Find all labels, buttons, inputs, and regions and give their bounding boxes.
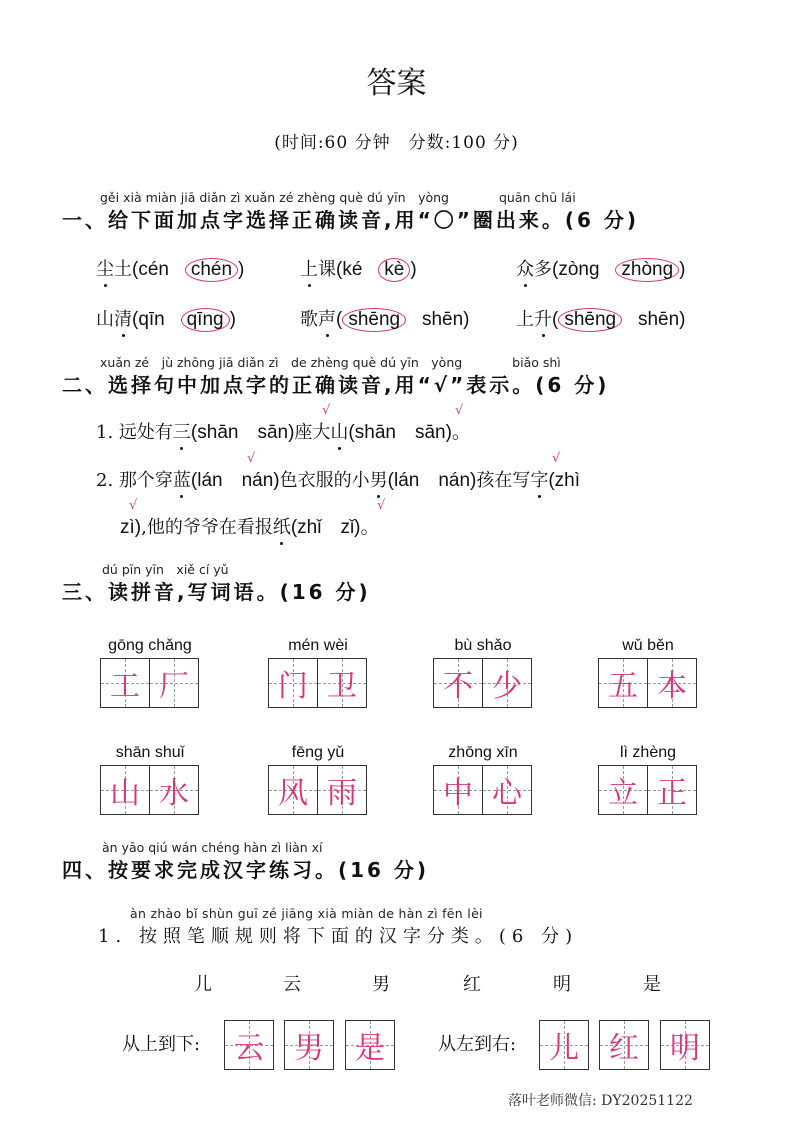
option-a: shēng (558, 308, 622, 332)
answer-box (345, 1020, 395, 1070)
tian-grid (433, 765, 532, 815)
option-a: cén (138, 259, 169, 280)
watermark: 落叶老师微信: DY20251122 (508, 1093, 693, 1109)
section2-pinyin: xuǎn zé jù zhōng jiā diǎn zì de zhèng què dú yīn yòng biǎo shì (100, 355, 561, 370)
grid-cell (101, 659, 150, 707)
question-line-2 (96, 469, 580, 493)
grid-cell (599, 659, 648, 707)
word-char: 清 (114, 309, 132, 330)
pinyin-choice-item (516, 258, 685, 282)
answer-box (539, 1020, 589, 1070)
text: ,他的爷爷在看报 (141, 517, 273, 538)
pinyin-choice-item (300, 308, 469, 332)
question-line-1 (96, 421, 471, 445)
pinyin-choice-item (516, 308, 685, 332)
check-mark: √ (129, 498, 138, 513)
text: 那个穿 (118, 470, 173, 491)
word-char: 上 (300, 259, 318, 280)
options: (zhǐ zǐ)。 (290, 517, 380, 538)
paren: ) (679, 309, 686, 330)
dotted-char: 三 (172, 422, 191, 443)
paren: ( (336, 309, 343, 330)
paren: ) (679, 259, 686, 280)
section4-pinyin: àn yāo qiú wán chéng hàn zì liàn xí (102, 840, 323, 855)
word-char: 山 (96, 309, 114, 330)
q-number: 2. (96, 470, 114, 491)
answer-box (599, 1020, 649, 1070)
text: 色衣服的小 (279, 470, 370, 491)
dotted-char: 山 (330, 422, 349, 443)
paren: ) (238, 259, 245, 280)
check-mark: √ (247, 451, 256, 466)
paren: ( (552, 259, 559, 280)
grid-cell (599, 766, 648, 814)
pinyin-choice-item (96, 308, 236, 332)
check-mark: √ (377, 498, 386, 513)
grid-cell (483, 766, 531, 814)
option-b: qīng (181, 308, 230, 332)
sort-char: 儿 (194, 974, 212, 995)
grid-cell (540, 1021, 588, 1069)
section3-heading: 三、读拼音,写词语。(16 分) (62, 580, 371, 604)
section4-heading: 四、按要求完成汉字练习。(16 分) (62, 858, 430, 882)
options: (lán nán) (190, 470, 280, 491)
sort-char: 是 (643, 974, 661, 995)
word-char: 众 (516, 259, 534, 280)
sort-char: 明 (553, 974, 571, 995)
paren: ) (463, 309, 470, 330)
answer-box (660, 1020, 710, 1070)
word-pinyin: gōng chǎng (108, 637, 192, 654)
option-a: shēng (342, 308, 406, 332)
grid-cell (285, 1021, 333, 1069)
word-pinyin: bù shǎo (454, 637, 512, 654)
answer-char: 心 (492, 776, 522, 811)
grid-cell (150, 766, 198, 814)
grid-cell (434, 659, 483, 707)
paren: ( (132, 309, 139, 330)
text: 孩在写 (476, 470, 531, 491)
answer-char: 少 (492, 669, 522, 704)
answer-char: 雨 (327, 776, 357, 811)
grid-cell (648, 766, 696, 814)
answer-char: 红 (609, 1031, 639, 1066)
answer-char: 厂 (159, 669, 189, 704)
grid-cell (648, 659, 696, 707)
answer-char: 水 (159, 776, 189, 811)
q-number: 1. (96, 422, 114, 443)
dotted-char: 男 (369, 470, 388, 491)
paren: ( (552, 309, 559, 330)
option-b: shēn (637, 309, 680, 330)
tian-grid (268, 765, 367, 815)
grid-cell (225, 1021, 273, 1069)
q1-text: 1. 按照笔顺规则将下面的汉字分类。(6 分) (98, 926, 579, 947)
pinyin-choice-item (300, 258, 417, 282)
grid-cell (150, 659, 198, 707)
sort-char: 云 (283, 974, 301, 995)
sort-char: 男 (372, 974, 390, 995)
section1-heading: 一、给下面加点字选择正确读音,用“〇”圈出来。(6 分) (62, 208, 640, 232)
answer-box (284, 1020, 334, 1070)
word-char: 课 (318, 259, 336, 280)
check-mark: √ (552, 451, 561, 466)
answer-char: 中 (443, 776, 473, 811)
grid-cell (661, 1021, 709, 1069)
word-pinyin: zhōng xīn (448, 744, 518, 761)
word-char: 尘 (96, 259, 114, 280)
grid-cell (600, 1021, 648, 1069)
word-char: 声 (318, 309, 336, 330)
option-a: zòng (558, 259, 600, 280)
word-char: 土 (114, 259, 132, 280)
exam-info: (时间:60 分钟 分数:100 分) (274, 133, 519, 153)
grid-cell (269, 659, 318, 707)
paren: ( (132, 259, 139, 280)
answer-char: 卫 (327, 669, 357, 704)
word-pinyin: shān shuǐ (115, 744, 185, 761)
word-pinyin: mén wèi (288, 637, 348, 654)
section1-pinyin: gěi xià miàn jiā diǎn zì xuǎn zé zhèng què dú yīn yòng quān chū lái (100, 190, 576, 205)
word-char: 多 (534, 259, 552, 280)
paren: ( (336, 259, 343, 280)
dotted-char: 字 (530, 470, 549, 491)
paren: ) (229, 309, 236, 330)
options: (shān sān) (190, 422, 295, 443)
paren: ) (410, 259, 417, 280)
q1-pinyin: àn zhào bǐ shùn guī zé jiāng xià miàn de hàn zì fēn lèi (130, 906, 483, 921)
grid-cell (483, 659, 531, 707)
answer-char: 山 (110, 776, 140, 811)
option-a: qīn (138, 309, 165, 330)
page-title: 答案 (366, 66, 427, 101)
word-char: 升 (534, 309, 552, 330)
option-a: ké (342, 259, 363, 280)
section2-heading: 二、选择句中加点字的正确读音,用“√”表示。(6 分) (62, 373, 610, 397)
answer-char: 风 (278, 776, 308, 811)
check-mark: √ (322, 403, 331, 418)
text: 远处有 (118, 422, 173, 443)
grid-cell (318, 766, 366, 814)
section3-pinyin: dú pīn yīn xiě cí yǔ (102, 562, 229, 577)
answer-char: 五 (608, 669, 638, 704)
answer-char: 明 (670, 1031, 700, 1066)
tian-grid (100, 765, 199, 815)
options: (shān sān)。 (348, 422, 471, 443)
answer-char: 立 (608, 776, 638, 811)
answer-char: 工 (110, 669, 140, 704)
options: zì) (120, 517, 142, 538)
top-bottom-label: 从上到下: (122, 1034, 201, 1055)
word-char: 上 (516, 309, 534, 330)
pinyin-choice-item (96, 258, 244, 282)
options: (zhì (548, 470, 581, 491)
tian-grid (100, 658, 199, 708)
option-b: zhòng (615, 258, 679, 282)
grid-cell (101, 766, 150, 814)
grid-cell (318, 659, 366, 707)
word-char: 歌 (300, 309, 318, 330)
dotted-char: 蓝 (172, 470, 191, 491)
answer-char: 儿 (549, 1031, 579, 1066)
option-b: kè (378, 258, 410, 282)
answer-char: 男 (294, 1031, 324, 1066)
grid-cell (346, 1021, 394, 1069)
tian-grid (433, 658, 532, 708)
grid-cell (434, 766, 483, 814)
word-pinyin: fēng yǔ (291, 744, 345, 761)
left-right-label: 从左到右: (438, 1034, 517, 1055)
answer-char: 云 (234, 1031, 264, 1066)
answer-char: 门 (278, 669, 308, 704)
grid-cell (269, 766, 318, 814)
question-line-3 (120, 516, 380, 540)
dotted-char: 纸 (272, 517, 291, 538)
tian-grid (268, 658, 367, 708)
answer-char: 不 (443, 669, 473, 704)
option-b: chén (185, 258, 238, 282)
answer-box (224, 1020, 274, 1070)
answer-char: 正 (657, 776, 687, 811)
answer-char: 本 (657, 669, 687, 704)
text: 座大 (294, 422, 331, 443)
option-b: shēn (421, 309, 464, 330)
answer-char: 是 (355, 1031, 385, 1066)
tian-grid (598, 658, 697, 708)
sort-char: 红 (463, 974, 481, 995)
check-mark: √ (455, 403, 464, 418)
tian-grid (598, 765, 697, 815)
options: (lán nán) (387, 470, 477, 491)
word-pinyin: wǔ běn (622, 637, 674, 654)
word-pinyin: lì zhèng (619, 744, 677, 761)
